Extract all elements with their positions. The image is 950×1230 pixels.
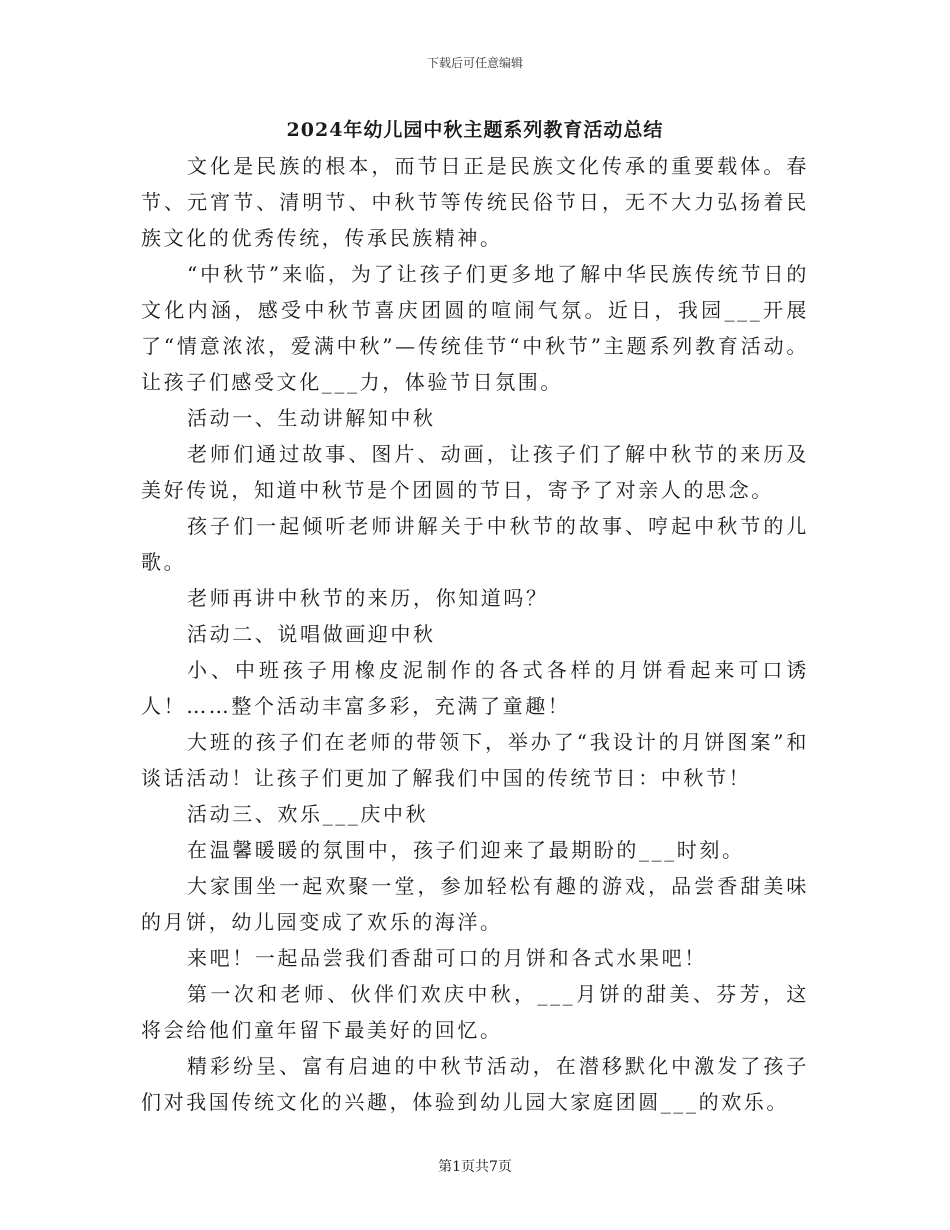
- paragraph: 大班的孩子们在老师的带领下，举办了“我设计的月饼图案”和谈话活动！让孩子们更加了解我们中国的传统节日：中秋节！: [141, 730, 809, 790]
- section-heading: 活动三、欢乐___庆中秋: [187, 802, 429, 826]
- paragraph: 文化是民族的根本，而节日正是民族文化传承的重要载体。春节、元宵节、清明节、中秋节等传统民俗节日，无不大力弘扬着民族文化的优秀传统，传承民族精神。: [141, 154, 809, 250]
- document-title: 2024年幼儿园中秋主题系列教育活动总结: [286, 119, 664, 141]
- section-heading: 活动二、说唱做画迎中秋: [187, 622, 436, 646]
- page-number: 第1页共7页: [438, 1159, 512, 1175]
- paragraph: 第一次和老师、伙伴们欢庆中秋，___月饼的甜美、芬芳，这将会给他们童年留下最美好的回忆。: [141, 982, 809, 1042]
- paragraph: 老师再讲中秋节的来历，你知道吗？: [187, 586, 549, 610]
- paragraph: “中秋节”来临，为了让孩子们更多地了解中华民族传统节日的文化内涵，感受中秋节喜庆团圆的喧闹气氛。近日，我园___开展了“情意浓浓，爱满中秋”—传统佳节“中秋节”主题系列教育活动。让孩子们感受文化___力，体验节日氛围。: [141, 262, 809, 394]
- paragraph: 来吧！一起品尝我们香甜可口的月饼和各式水果吧！: [187, 946, 707, 970]
- paragraph: 孩子们一起倾听老师讲解关于中秋节的故事、哼起中秋节的儿歌。: [141, 514, 809, 574]
- document-body: [141, 148, 809, 1120]
- page-header-note: 下载后可任意编辑: [426, 56, 523, 70]
- paragraph: 在温馨暖暖的氛围中，孩子们迎来了最期盼的___时刻。: [187, 838, 745, 862]
- section-heading: 活动一、生动讲解知中秋: [187, 406, 436, 430]
- paragraph: 老师们通过故事、图片、动画，让孩子们了解中秋节的来历及美好传说，知道中秋节是个团圆的节日，寄予了对亲人的思念。: [141, 442, 809, 502]
- paragraph: 小、中班孩子用橡皮泥制作的各式各样的月饼看起来可口诱人！……整个活动丰富多彩，充满了童趣！: [141, 658, 809, 718]
- paragraph: 精彩纷呈、富有启迪的中秋节活动，在潜移默化中激发了孩子们对我国传统文化的兴趣，体验到幼儿园大家庭团圆___的欢乐。: [141, 1054, 809, 1114]
- paragraph: 大家围坐一起欢聚一堂，参加轻松有趣的游戏，品尝香甜美味的月饼，幼儿园变成了欢乐的海洋。: [141, 874, 809, 934]
